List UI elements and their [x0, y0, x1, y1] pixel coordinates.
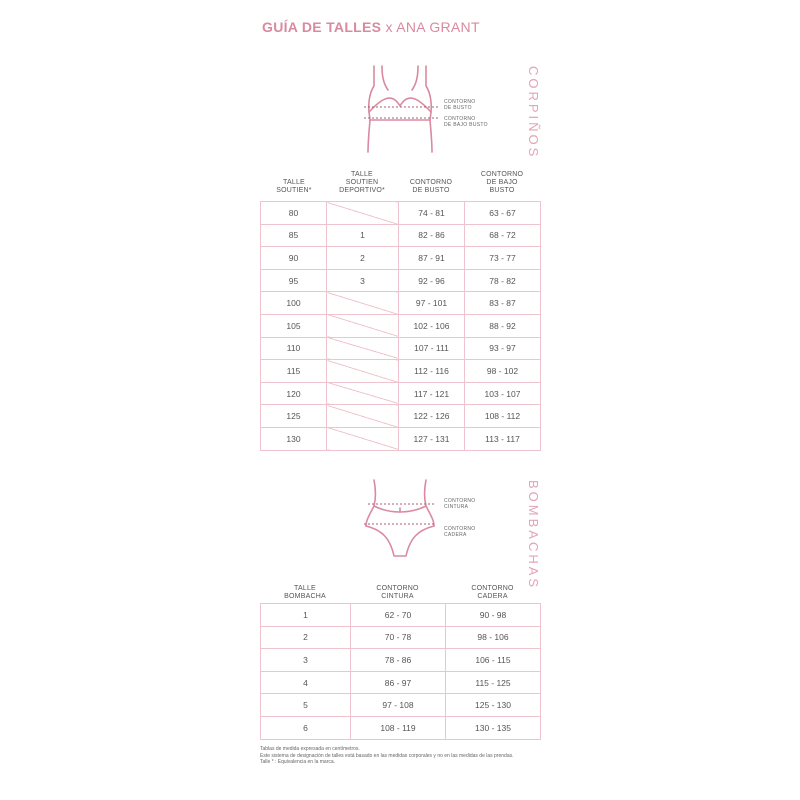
cell-bra-size: 120	[261, 382, 327, 405]
cell-sport-size	[327, 382, 399, 405]
table-row	[261, 716, 541, 739]
footnotes	[260, 746, 513, 766]
cell-hip: 125 - 130	[446, 694, 541, 717]
underbust-annotation-line2: DE BAJO BUSTO	[444, 122, 488, 128]
cell-bra-size: 100	[261, 292, 327, 315]
cell-underbust: 83 - 87	[465, 292, 541, 315]
panty-size-table	[260, 603, 541, 740]
bra-header-underbust	[464, 171, 540, 195]
cell-underbust: 63 - 67	[465, 202, 541, 225]
table-row	[261, 427, 541, 450]
cell-sport-size	[327, 314, 399, 337]
panty-header-hip-line2: CADERA	[477, 593, 508, 600]
cell-sport-size	[327, 360, 399, 383]
cell-bra-size: 130	[261, 427, 327, 450]
cell-underbust: 108 - 112	[465, 405, 541, 428]
cell-waist: 70 - 78	[351, 626, 446, 649]
cell-sport-size	[327, 202, 399, 225]
page-title	[262, 19, 480, 35]
cell-panty-size: 6	[261, 716, 351, 739]
cell-sport-size: 3	[327, 269, 399, 292]
cell-underbust: 73 - 77	[465, 247, 541, 270]
cell-hip: 130 - 135	[446, 716, 541, 739]
hip-annotation	[444, 526, 475, 538]
bra-header-size-line2: SOUTIEN*	[276, 187, 312, 194]
cell-bust: 97 - 101	[399, 292, 465, 315]
hip-annotation-line1: CONTORNO	[444, 526, 476, 532]
table-row	[261, 626, 541, 649]
cell-bust: 107 - 111	[399, 337, 465, 360]
hip-annotation-line2: CADERA	[444, 532, 467, 538]
bra-header-bust	[398, 179, 464, 195]
cell-sport-size	[327, 405, 399, 428]
cell-panty-size: 5	[261, 694, 351, 717]
waist-annotation-line1: CONTORNO	[444, 498, 476, 504]
cell-bust: 122 - 126	[399, 405, 465, 428]
panty-header-hip-line1: CONTORNO	[471, 585, 514, 592]
cell-bra-size: 85	[261, 224, 327, 247]
bra-header-sport-size	[326, 171, 398, 195]
bra-illustration	[360, 62, 440, 154]
table-row	[261, 671, 541, 694]
table-row	[261, 292, 541, 315]
cell-bust: 117 - 121	[399, 382, 465, 405]
bra-header-sport-line3: DEPORTIVO*	[339, 187, 385, 194]
cell-underbust: 68 - 72	[465, 224, 541, 247]
cell-waist: 62 - 70	[351, 604, 446, 627]
underbust-annotation	[444, 116, 488, 128]
title-bold: GUÍA DE TALLES	[262, 19, 382, 35]
cell-hip: 115 - 125	[446, 671, 541, 694]
bust-annotation-line1: CONTORNO	[444, 99, 476, 105]
cell-bra-size: 125	[261, 405, 327, 428]
cell-bust: 92 - 96	[399, 269, 465, 292]
table-row	[261, 382, 541, 405]
cell-bra-size: 115	[261, 360, 327, 383]
panty-header-waist-line1: CONTORNO	[376, 585, 419, 592]
cell-waist: 108 - 119	[351, 716, 446, 739]
cell-bust: 112 - 116	[399, 360, 465, 383]
cell-underbust: 98 - 102	[465, 360, 541, 383]
cell-waist: 78 - 86	[351, 649, 446, 672]
cell-bra-size: 80	[261, 202, 327, 225]
bust-annotation	[444, 99, 475, 111]
table-row	[261, 649, 541, 672]
cell-underbust: 88 - 92	[465, 314, 541, 337]
footnote-units: Tablas de medida expresada en centímetros.	[260, 746, 360, 752]
bust-annotation-line2: DE BUSTO	[444, 105, 472, 111]
bra-header-underbust-line3: BUSTO	[489, 187, 515, 194]
table-row	[261, 337, 541, 360]
cell-waist: 97 - 108	[351, 694, 446, 717]
bra-header-underbust-line2: DE BAJO	[486, 179, 518, 186]
bra-size-table	[260, 201, 541, 451]
cell-hip: 98 - 106	[446, 626, 541, 649]
bra-section-label: CORPIÑOS	[526, 66, 541, 160]
cell-underbust: 78 - 82	[465, 269, 541, 292]
cell-bra-size: 90	[261, 247, 327, 270]
bra-header-bust-line2: DE BUSTO	[412, 187, 450, 194]
waist-annotation	[444, 498, 475, 510]
bra-header-sport-line2: SOUTIEN	[345, 179, 379, 186]
title-light: x ANA GRANT	[381, 19, 480, 35]
cell-sport-size: 1	[327, 224, 399, 247]
waist-annotation-line2: CINTURA	[444, 504, 469, 510]
cell-bust: 102 - 106	[399, 314, 465, 337]
cell-underbust: 103 - 107	[465, 382, 541, 405]
cell-bra-size: 105	[261, 314, 327, 337]
cell-bust: 82 - 86	[399, 224, 465, 247]
cell-panty-size: 4	[261, 671, 351, 694]
bra-header-underbust-line1: CONTORNO	[480, 171, 524, 178]
table-row	[261, 604, 541, 627]
panty-header-size-line2: BOMBACHA	[284, 593, 326, 600]
cell-hip: 90 - 98	[446, 604, 541, 627]
bra-header-bust-line1: CONTORNO	[409, 179, 453, 186]
table-row	[261, 314, 541, 337]
cell-sport-size	[327, 427, 399, 450]
cell-bust: 87 - 91	[399, 247, 465, 270]
cell-waist: 86 - 97	[351, 671, 446, 694]
table-row	[261, 269, 541, 292]
table-row	[261, 224, 541, 247]
cell-hip: 106 - 115	[446, 649, 541, 672]
cell-bust: 127 - 131	[399, 427, 465, 450]
bra-header-size	[262, 179, 326, 195]
panty-illustration	[362, 476, 438, 564]
cell-underbust: 113 - 117	[465, 427, 541, 450]
panty-header-size-line1: TALLE	[294, 585, 316, 592]
cell-panty-size: 3	[261, 649, 351, 672]
cell-sport-size	[327, 337, 399, 360]
panty-header-size	[260, 585, 350, 601]
cell-panty-size: 2	[261, 626, 351, 649]
panty-header-hip	[445, 585, 540, 601]
panty-header-waist	[350, 585, 445, 601]
footnote-equivalence: Talle * : Equivalencia en la marca.	[260, 759, 336, 765]
cell-underbust: 93 - 97	[465, 337, 541, 360]
cell-bra-size: 110	[261, 337, 327, 360]
cell-panty-size: 1	[261, 604, 351, 627]
bra-header-sport-line1: TALLE	[351, 171, 373, 178]
table-row	[261, 405, 541, 428]
cell-bust: 74 - 81	[399, 202, 465, 225]
table-row	[261, 360, 541, 383]
table-row	[261, 247, 541, 270]
panty-header-waist-line2: CINTURA	[381, 593, 414, 600]
underbust-annotation-line1: CONTORNO	[444, 116, 476, 122]
cell-bra-size: 95	[261, 269, 327, 292]
panty-section-label: BOMBACHAS	[526, 480, 541, 591]
table-row	[261, 202, 541, 225]
cell-sport-size	[327, 292, 399, 315]
footnote-system: Este sistema de designación de talles está basado en las medidas corporales y no en las medidas de las prendas.	[260, 752, 514, 759]
bra-header-size-line1: TALLE	[283, 179, 305, 186]
table-row	[261, 694, 541, 717]
cell-sport-size: 2	[327, 247, 399, 270]
